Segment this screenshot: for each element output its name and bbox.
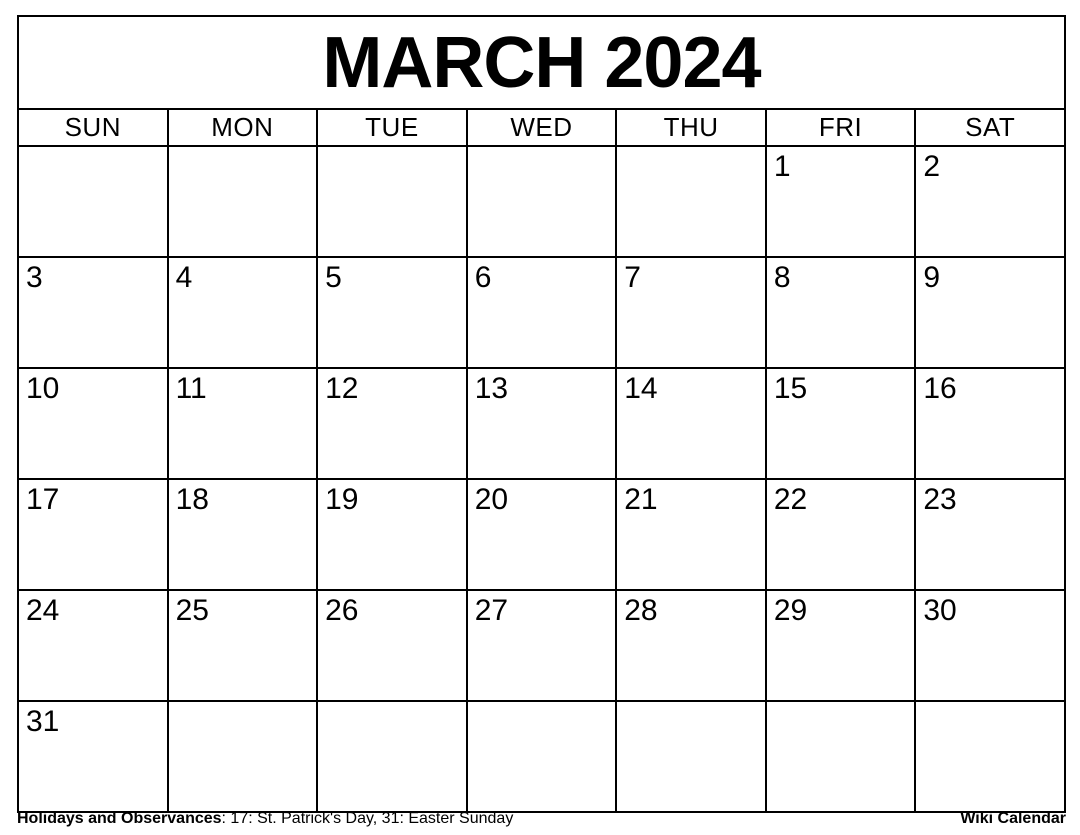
calendar-title-cell (18, 16, 1065, 109)
calendar-container (17, 15, 1066, 813)
day-cell-march-29: 29 (766, 590, 916, 701)
day-cell-march-24: 24 (18, 590, 168, 701)
day-cell (168, 146, 318, 257)
day-cell-march-1: 1 (766, 146, 916, 257)
day-cell-march-21: 21 (616, 479, 766, 590)
day-cell (467, 146, 617, 257)
day-cell (616, 146, 766, 257)
week-row (18, 257, 1065, 368)
week-row (18, 590, 1065, 701)
day-cell-march-27: 27 (467, 590, 617, 701)
week-row (18, 368, 1065, 479)
day-cell-march-18: 18 (168, 479, 318, 590)
week-row (18, 701, 1065, 812)
day-cell-march-23: 23 (915, 479, 1065, 590)
holidays-note (17, 809, 513, 828)
day-cell-march-3: 3 (18, 257, 168, 368)
day-cell (915, 701, 1065, 812)
day-cell (467, 701, 617, 812)
day-cell-march-4: 4 (168, 257, 318, 368)
brand-label: Wiki Calendar (960, 810, 1066, 827)
weekday-header-wed: WED (467, 109, 617, 146)
weekday-header-sat: SAT (915, 109, 1065, 146)
day-cell-march-28: 28 (616, 590, 766, 701)
week-row (18, 146, 1065, 257)
weekday-header-sun: SUN (18, 109, 168, 146)
holidays-text: : 17: St. Patrick's Day, 31: Easter Sunday (221, 810, 514, 827)
day-cell-march-13: 13 (467, 368, 617, 479)
title-row (18, 16, 1065, 109)
weekday-header-fri: FRI (766, 109, 916, 146)
day-cell-march-19: 19 (317, 479, 467, 590)
day-cell-march-26: 26 (317, 590, 467, 701)
day-cell-march-6: 6 (467, 257, 617, 368)
day-cell (616, 701, 766, 812)
day-cell-march-14: 14 (616, 368, 766, 479)
weekday-header-tue: TUE (317, 109, 467, 146)
day-cell-march-10: 10 (18, 368, 168, 479)
day-cell (168, 701, 318, 812)
day-cell-march-7: 7 (616, 257, 766, 368)
day-cell-march-22: 22 (766, 479, 916, 590)
weekday-header-row (18, 109, 1065, 146)
day-cell-march-2: 2 (915, 146, 1065, 257)
day-cell (18, 146, 168, 257)
weekday-header-mon: MON (168, 109, 318, 146)
page-footer (17, 809, 1066, 828)
day-cell-march-15: 15 (766, 368, 916, 479)
day-cell (317, 701, 467, 812)
day-cell-march-8: 8 (766, 257, 916, 368)
day-cell (317, 146, 467, 257)
day-cell-march-30: 30 (915, 590, 1065, 701)
day-cell (766, 701, 916, 812)
holidays-label: Holidays and Observances (17, 810, 222, 827)
page-title: MARCH 2024 (322, 22, 761, 103)
day-cell-march-17: 17 (18, 479, 168, 590)
calendar-grid (17, 15, 1066, 813)
day-cell-march-12: 12 (317, 368, 467, 479)
day-cell-march-16: 16 (915, 368, 1065, 479)
day-cell-march-5: 5 (317, 257, 467, 368)
weekday-header-thu: THU (616, 109, 766, 146)
day-cell-march-11: 11 (168, 368, 318, 479)
week-row (18, 479, 1065, 590)
day-cell-march-9: 9 (915, 257, 1065, 368)
day-cell-march-25: 25 (168, 590, 318, 701)
day-cell-march-31: 31 (18, 701, 168, 812)
day-cell-march-20: 20 (467, 479, 617, 590)
